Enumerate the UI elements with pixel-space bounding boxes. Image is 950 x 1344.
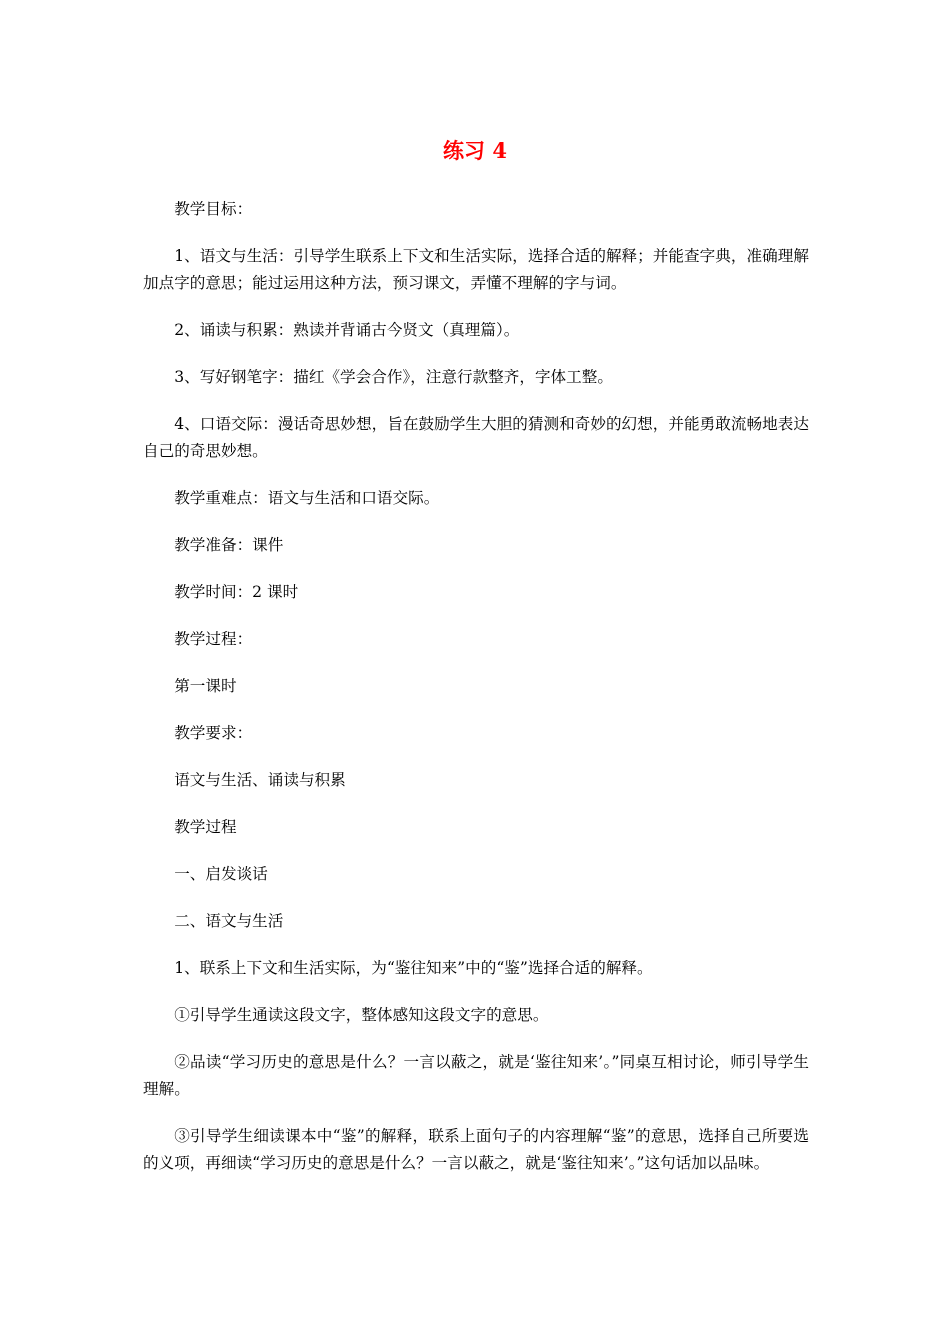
- objective-item: 2、诵读与积累：熟读并背诵古今贤文（真理篇）。: [174, 321, 520, 339]
- teaching-time: 教学时间：2 课时: [174, 583, 299, 601]
- step-heading: 一、启发谈话: [174, 865, 268, 883]
- lesson-heading: 第一课时: [174, 677, 237, 695]
- section-heading-requirements: 教学要求：: [174, 724, 253, 742]
- step-item: ②品读“学习历史的意思是什么？一言以蔽之，就是‘鉴往知来’。”同桌互相讨论，师引导学生理解。: [143, 1053, 809, 1098]
- step-item: 1、联系上下文和生活实际，为“鉴往知来”中的“鉴”选择合适的解释。: [174, 959, 653, 977]
- step-heading: 二、语文与生活: [174, 912, 284, 930]
- preparation: 教学准备：课件: [174, 536, 284, 554]
- section-heading-process: 教学过程：: [174, 630, 253, 648]
- objective-item: 4、口语交际：漫话奇思妙想，旨在鼓励学生大胆的猜测和奇妙的幻想，并能勇敢流畅地表达自己的奇思妙想。: [143, 415, 809, 460]
- objective-item: 1、语文与生活：引导学生联系上下文和生活实际，选择合适的解释；并能查字典，准确理解加点字的意思；能过运用这种方法，预习课文，弄懂不理解的字与词。: [143, 247, 809, 292]
- section-heading-process: 教学过程: [174, 818, 237, 836]
- requirements-text: 语文与生活、诵读与积累: [174, 771, 346, 789]
- document-body: [143, 196, 809, 1177]
- objective-item: 3、写好钢笔字：描红《学会合作》，注意行款整齐，字体工整。: [174, 368, 613, 386]
- document-title: 练习 4: [443, 138, 507, 163]
- section-heading-objectives: 教学目标：: [174, 200, 253, 218]
- key-points: 教学重难点：语文与生活和口语交际。: [174, 489, 440, 507]
- step-item: ③引导学生细读课本中“鉴”的解释，联系上面句子的内容理解“鉴”的意思，选择自己所要选的义项，再细读“学习历史的意思是什么？一言以蔽之，就是‘鉴往知来’。”这句话加以品味。: [143, 1127, 809, 1172]
- step-item: ①引导学生通读这段文字，整体感知这段文字的意思。: [174, 1006, 549, 1024]
